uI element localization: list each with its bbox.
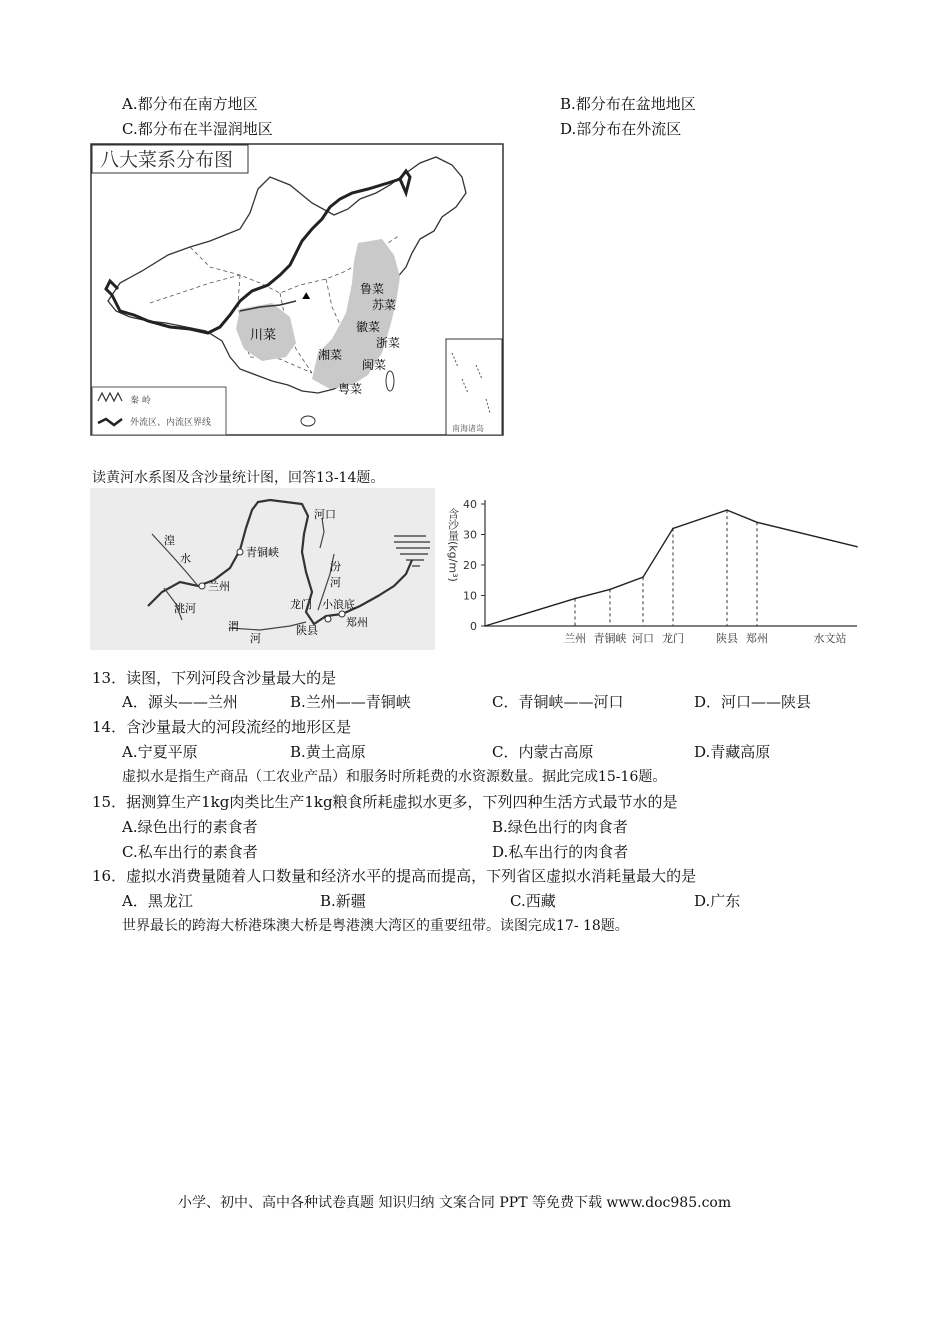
q15-option-d: D.私车出行的肉食者 (492, 843, 629, 861)
sediment-point (756, 522, 758, 524)
sediment-point (574, 598, 576, 600)
q13-option-d: D．河口——陕县 (694, 693, 812, 711)
sediment-point (856, 546, 858, 548)
q12-option-d: D.部分布在外流区 (560, 120, 682, 138)
label-wei-he: 河 (250, 632, 261, 645)
q15-option-a: A.绿色出行的素食者 (122, 818, 258, 836)
label-lanzhou: 兰州 (208, 580, 230, 593)
cuisine-label-lu: 鲁菜 (360, 282, 385, 296)
y-tick-label: 0 (470, 620, 477, 633)
cuisine-label-su: 苏菜 (372, 298, 397, 312)
label-zhengzhou: 郑州 (346, 616, 368, 629)
q14-option-a: A.宁夏平原 (122, 743, 198, 761)
cuisine-label-zhe: 浙菜 (376, 336, 401, 350)
q13-option-b: B.兰州——青铜峡 (290, 693, 411, 711)
y-tick-label: 30 (463, 528, 477, 542)
legend-qinling: 秦 岭 (130, 396, 151, 406)
label-shui: 水 (180, 552, 191, 565)
cuisine-label-yue: 粤菜 (338, 382, 363, 396)
station-label: 河口 (632, 632, 654, 645)
yellow-river-map (90, 488, 435, 650)
label-taohe: 洮河 (174, 602, 196, 615)
cuisine-map (90, 143, 504, 436)
station-label: 兰州 (564, 632, 586, 645)
label-huang: 湟 (164, 534, 175, 547)
label-shanxian: 陕县 (296, 624, 318, 637)
sediment-point (642, 576, 644, 578)
label-fen-he: 河 (330, 576, 341, 589)
label-wei: 渭 (228, 620, 239, 633)
cuisine-map-title: 八大菜系分布图 (100, 149, 234, 171)
inset-label: 南海诸岛 (452, 424, 484, 433)
q12-option-c: C.都分布在半湿润地区 (122, 120, 273, 138)
q13-stem: 13．读图，下列河段含沙量最大的是 (92, 669, 337, 687)
q14-option-c: C．内蒙古高原 (492, 743, 594, 761)
station-label: 龙门 (662, 632, 684, 645)
q12-option-b: B.都分布在盆地地区 (560, 95, 696, 113)
y-tick-label: 40 (463, 498, 477, 511)
q16-option-c: C.西藏 (510, 892, 556, 910)
station-label: 郑州 (746, 632, 768, 645)
q13-option-c: C．青铜峡——河口 (492, 693, 624, 711)
sediment-point (726, 509, 728, 511)
yellow-river-figure (90, 488, 860, 650)
q14-stem: 14．含沙量最大的河段流经的地形区是 (92, 718, 352, 736)
cuisine-label-xiang: 湘菜 (318, 348, 343, 362)
legend-boundary: 外流区、内流区界线 (130, 418, 212, 428)
label-fen: 汾 (330, 560, 341, 573)
sediment-point (484, 625, 486, 627)
svg-text:⛰: ⛰ (302, 291, 311, 302)
sediment-point (672, 528, 674, 530)
q15-stem: 15．据测算生产1kg肉类比生产1kg粮食所耗虚拟水更多，下列四种生活方式最节水的是 (92, 793, 678, 811)
bridge-intro: 世界最长的跨海大桥港珠澳大桥是粤港澳大湾区的重要纽带。读图完成17- 18题。 (122, 918, 629, 934)
q15-option-b: B.绿色出行的肉食者 (492, 818, 628, 836)
label-xiaolangdi: 小浪底 (322, 598, 355, 611)
q15-option-c: C.私车出行的素食者 (122, 843, 258, 861)
label-longmen: 龙门 (290, 598, 312, 611)
q16-option-d: D.广东 (694, 892, 741, 910)
yellow-river-intro: 读黄河水系图及含沙量统计图，回答13-14题。 (92, 470, 385, 486)
q12-option-a: A.都分布在南方地区 (122, 95, 258, 113)
y-axis-label: 含沙量(kg/m³) (446, 508, 460, 582)
y-tick-label: 20 (463, 559, 477, 572)
q16-option-b: B.新疆 (320, 892, 366, 910)
footer: 小学、初中、高中各种试卷真题 知识归纳 文案合同 PPT 等免费下载 www.doc985.com (178, 1195, 732, 1211)
y-tick-label: 10 (463, 589, 477, 603)
virtual-water-intro: 虚拟水是指生产商品（工农业产品）和服务时所耗费的水资源数量。据此完成15-16题。 (122, 769, 667, 785)
q14-option-b: B.黄土高原 (290, 743, 366, 761)
station-label: 青铜峡 (593, 632, 627, 645)
cuisine-label-chuan: 川菜 (250, 328, 277, 343)
label-hekou: 河口 (314, 508, 336, 521)
cuisine-label-min: 闽菜 (362, 358, 387, 372)
sediment-chart (435, 488, 860, 650)
q16-stem: 16．虚拟水消费量随着人口数量和经济水平的提高而提高，下列省区虚拟水消耗量最大的是 (92, 867, 697, 885)
q14-option-d: D.青藏高原 (694, 743, 771, 761)
q16-option-a: A．黑龙江 (122, 892, 193, 910)
label-qingtongxia: 青铜峡 (246, 546, 279, 559)
q13-option-a: A．源头——兰州 (122, 693, 238, 711)
cuisine-label-hui: 徽菜 (356, 320, 381, 334)
sediment-point (609, 589, 611, 591)
x-axis-label: 水文站 (813, 632, 847, 645)
station-label: 陕县 (716, 632, 738, 645)
